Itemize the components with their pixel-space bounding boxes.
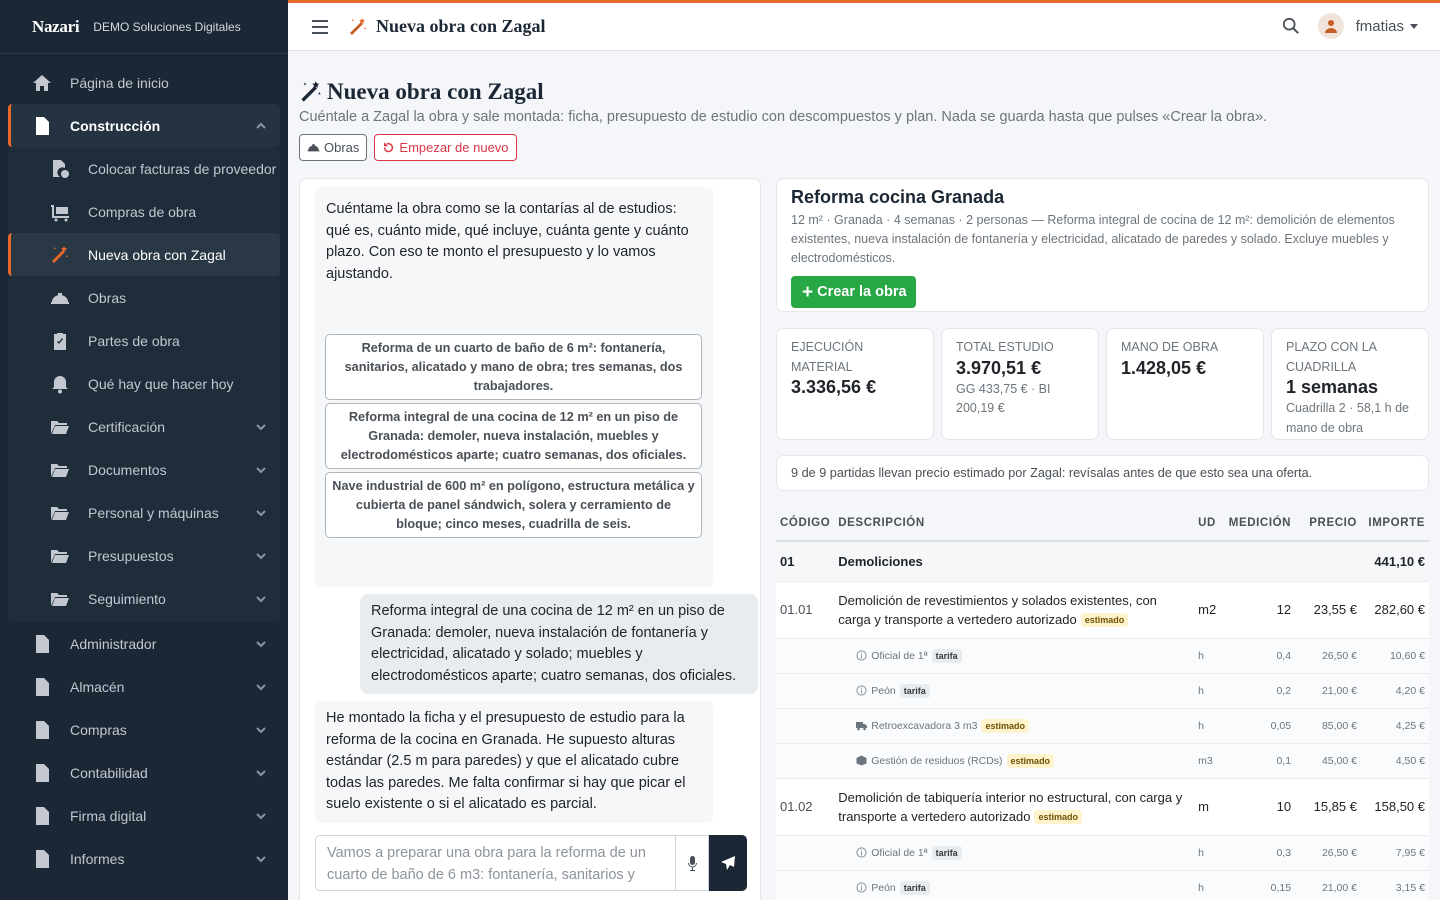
magic-wand-icon (299, 80, 323, 104)
description-text: Demolición de tabiquería interior no estructural, con carga y transporte a vertedero autorizado (838, 789, 1183, 824)
sidebar-item-label: Seguimiento (88, 590, 166, 607)
budget-table (776, 506, 1429, 900)
sidebar (0, 0, 288, 900)
component-row (776, 673, 1429, 708)
cell-code: 01.02 (776, 778, 834, 835)
project-name: Reforma cocina Granada (791, 187, 1005, 207)
component-name: Retroexcavadora 3 m3 (871, 719, 978, 732)
cell-amount: 4,20 € (1361, 673, 1429, 708)
chat-panel (299, 178, 761, 900)
cell-unit: h (1194, 870, 1224, 900)
stat-value: 3.970,51 € (956, 357, 1042, 378)
search-icon[interactable] (1282, 17, 1300, 35)
chevron-down-icon (256, 548, 266, 558)
cell-amount: 158,50 € (1361, 778, 1429, 835)
sidebar-item-label: Almacén (70, 678, 125, 695)
file-icon (32, 677, 52, 697)
stat-value: 1.428,05 € (1121, 357, 1207, 378)
stat-label: EJECUCIÓN MATERIAL (791, 340, 864, 374)
sidebar-item-label: Compras (70, 721, 127, 738)
cell-price: 23,55 € (1295, 581, 1361, 638)
page-header (299, 79, 1267, 161)
sidebar-item-label: Administrador (70, 635, 157, 652)
cell-description (834, 870, 1194, 900)
cell-qty: 0,15 (1224, 870, 1295, 900)
main-content (288, 51, 1440, 900)
cell-price: 21,00 € (1295, 673, 1361, 708)
file-icon (32, 116, 52, 136)
tarifa-badge: tarifa (932, 649, 962, 663)
topbar (288, 0, 1440, 51)
microphone-icon (687, 856, 698, 871)
topbar-title: Nueva obra con Zagal (376, 16, 546, 36)
company-name: DEMO Soluciones Digitales (93, 19, 241, 34)
suggestion-button[interactable]: Reforma integral de una cocina de 12 m² en un piso de Granada: demoler, nueva instalación, muebles y electrodomésticos aparte; cuatro semanas, dos oficiales. (325, 403, 702, 469)
sidebar-nav (0, 54, 288, 880)
chevron-down-icon (256, 722, 266, 732)
cell-description (834, 638, 1194, 673)
component-row (776, 835, 1429, 870)
cell-price: 15,85 € (1295, 778, 1361, 835)
cell-price: 21,00 € (1295, 870, 1361, 900)
helmet-icon (307, 141, 320, 154)
cell-description (834, 778, 1194, 835)
stat-label: TOTAL ESTUDIO (956, 340, 1054, 354)
project-description: 12 m² · Granada · 4 semanas · 2 personas — Reforma integral de cocina de 12 m²: demolición de elementos existentes, nueva instalación de fontanería y electricidad, alicatado de paredes y solado. Excluye muebles y electrodomésticos. (791, 213, 1395, 265)
cell-qty: 0,3 (1224, 835, 1295, 870)
stat-label: MANO DE OBRA (1121, 340, 1219, 354)
cell-qty: 0,2 (1224, 673, 1295, 708)
stat-card-ejecucion (776, 328, 934, 440)
info-icon (856, 847, 867, 858)
component-name: Oficial de 1ª (871, 649, 928, 662)
component-row (776, 638, 1429, 673)
stats-row (776, 328, 1429, 440)
create-project-button[interactable] (791, 276, 916, 308)
box-icon (856, 755, 867, 766)
cell-description (834, 673, 1194, 708)
home-icon (32, 73, 52, 93)
cell-code: 01 (776, 541, 834, 581)
file-icon (32, 806, 52, 826)
sidebar-item-nueva-obra[interactable] (8, 233, 280, 276)
sidebar-item-construccion[interactable] (8, 104, 280, 147)
sidebar-item-compras-obra[interactable] (8, 190, 280, 233)
suggestion-button[interactable]: Reforma de un cuarto de baño de 6 m²: fontanería, sanitarios, alicatado y mano de obra; tres semanas, dos trabajadores. (325, 334, 702, 400)
sidebar-item-label: Informes (70, 850, 125, 867)
caret-down-icon[interactable] (1410, 24, 1418, 29)
chevron-down-icon (256, 505, 266, 515)
component-name: Peón (871, 881, 896, 894)
sidebar-item-label: Firma digital (70, 807, 147, 824)
sidebar-item-seguimiento[interactable] (8, 577, 280, 620)
sidebar-item-personal[interactable] (8, 491, 280, 534)
description-text: Demolición de revestimientos y solados existentes, con carga y transporte a vertedero autorizado (838, 592, 1157, 627)
chevron-down-icon (256, 462, 266, 472)
obras-button[interactable] (299, 134, 367, 161)
chevron-down-icon (256, 636, 266, 646)
component-name: Peón (871, 684, 896, 697)
col-unit: UD (1194, 506, 1224, 541)
table-header-row (776, 506, 1429, 541)
topbar-actions (1282, 13, 1418, 39)
chevron-down-icon (256, 851, 266, 861)
file-icon (32, 849, 52, 869)
stat-value: 1 semanas (1286, 377, 1379, 397)
cell-qty: 0,05 (1224, 708, 1295, 743)
project-card (776, 178, 1429, 312)
tarifa-badge: tarifa (932, 846, 962, 860)
stat-card-total (941, 328, 1099, 440)
page-title (299, 79, 1267, 105)
sidebar-item-obras[interactable] (8, 276, 280, 319)
info-icon (856, 650, 867, 661)
table-row[interactable] (776, 581, 1429, 638)
sidebar-item-label: Nueva obra con Zagal (88, 246, 226, 263)
suggestion-button[interactable]: Nave industrial de 600 m² en polígono, estructura metálica y cubierta de panel sándwich, solera y cerramiento de bloque; cinco meses, cuadrilla de seis. (325, 472, 702, 538)
plus-icon: + (802, 281, 814, 303)
sidebar-item-label: Obras (88, 289, 127, 306)
magic-wand-icon (50, 245, 70, 265)
folder-icon (50, 460, 70, 480)
stat-label: PLAZO CON LA CUADRILLA (1286, 340, 1377, 374)
undo-icon (382, 141, 395, 154)
sidebar-item-home[interactable] (8, 61, 280, 104)
chapter-row[interactable] (776, 541, 1429, 581)
sidebar-item-label: Contabilidad (70, 764, 148, 781)
cell-description (834, 581, 1194, 638)
cell-amount: 4,50 € (1361, 743, 1429, 778)
cell-description (834, 743, 1194, 778)
sidebar-item-hoy[interactable] (8, 362, 280, 405)
cell-price: 26,50 € (1295, 835, 1361, 870)
folder-icon (50, 417, 70, 437)
sidebar-item-label: Personal y máquinas (88, 504, 219, 521)
sidebar-item-almacen[interactable] (8, 665, 280, 708)
table-row[interactable] (776, 778, 1429, 835)
microphone-button[interactable] (676, 835, 709, 891)
col-qty: MEDICIÓN (1224, 506, 1295, 541)
cell-amount: 4,25 € (1361, 708, 1429, 743)
sidebar-item-informes[interactable] (8, 837, 280, 880)
estimated-badge: estimado (981, 719, 1029, 733)
cell-unit: h (1194, 708, 1224, 743)
cell-code: 01.01 (776, 581, 834, 638)
col-code: CÓDIGO (776, 506, 834, 541)
component-row (776, 743, 1429, 778)
create-project-label: Crear la obra (817, 284, 907, 300)
chevron-up-icon (256, 118, 266, 128)
folder-icon (50, 503, 70, 523)
chat-composer (315, 835, 747, 891)
chevron-down-icon (256, 808, 266, 818)
hamburger-menu-icon[interactable] (312, 20, 328, 34)
cell-amount: 3,15 € (1361, 870, 1429, 900)
info-icon (856, 882, 867, 893)
cell-amount: 10,60 € (1361, 638, 1429, 673)
obras-button-label: Obras (324, 140, 360, 155)
sidebar-item-label: Construcción (70, 117, 161, 134)
component-row (776, 708, 1429, 743)
stat-card-plazo (1271, 328, 1429, 440)
cell-unit: h (1194, 673, 1224, 708)
component-name: Gestión de residuos (RCDs) (871, 754, 1003, 767)
chevron-down-icon (256, 679, 266, 689)
sidebar-item-administrador[interactable] (8, 622, 280, 665)
bell-icon (50, 374, 70, 394)
clipboard-icon (50, 331, 70, 351)
sidebar-item-label: Presupuestos (88, 547, 174, 564)
cell-qty: 0,4 (1224, 638, 1295, 673)
cell-price: 85,00 € (1295, 708, 1361, 743)
sidebar-item-presupuestos[interactable] (8, 534, 280, 577)
cart-icon (50, 202, 70, 222)
magic-wand-icon (348, 17, 368, 37)
cell-description (834, 708, 1194, 743)
sidebar-item-label: Colocar facturas de proveedor (88, 160, 277, 177)
cell-qty: 0,1 (1224, 743, 1295, 778)
page-actions (299, 134, 1267, 161)
avatar[interactable] (1318, 13, 1344, 39)
stat-card-mano-obra (1106, 328, 1264, 440)
sidebar-item-firma[interactable] (8, 794, 280, 837)
file-icon (32, 763, 52, 783)
stat-value: 3.336,56 € (791, 377, 877, 397)
col-amount: IMPORTE (1361, 506, 1429, 541)
construccion-submenu (8, 147, 280, 622)
cell-unit: m3 (1194, 743, 1224, 778)
estimated-badge: estimado (1081, 613, 1129, 627)
cell-amount: 441,10 € (1361, 541, 1429, 581)
info-icon (856, 685, 867, 696)
chevron-down-icon (256, 591, 266, 601)
assistant-reply: He montado la ficha y el presupuesto de estudio para la reforma de la cocina en Granada. He supuesto alturas estándar (2.5 m para paredes) y que el alicatado cubre todas las paredes. Me falta confirmar si hay que picar el suelo existente o si el alicatado es parcial. (315, 701, 713, 823)
sidebar-item-label: Qué hay que hacer hoy (88, 375, 234, 392)
cell-qty: 12 (1224, 581, 1295, 638)
cell-price: 26,50 € (1295, 638, 1361, 673)
cell-qty: 10 (1224, 778, 1295, 835)
helmet-icon (50, 288, 70, 308)
paper-plane-icon (720, 855, 736, 871)
sidebar-item-compras[interactable] (8, 708, 280, 751)
assistant-intro-text: Cuéntame la obra como se la contarías al de estudios: qué es, cuánto mide, qué incluye, cuánta gente y cuánto plazo. Con eso te monto el presupuesto y lo vamos ajustando. (326, 201, 689, 282)
tarifa-badge: tarifa (900, 684, 930, 698)
sidebar-item-label: Certificación (88, 418, 166, 435)
sidebar-item-documentos[interactable] (8, 448, 280, 491)
sidebar-item-certificacion[interactable] (8, 405, 280, 448)
col-price: PRECIO (1295, 506, 1361, 541)
file-icon (32, 634, 52, 654)
reset-button-label: Empezar de nuevo (399, 140, 509, 155)
page-heading: Nueva obra con Zagal (327, 79, 544, 104)
stat-subtext: Cuadrilla 2 · 58,1 h de mano de obra (1286, 401, 1409, 435)
cell-price: 45,00 € (1295, 743, 1361, 778)
sidebar-item-partes[interactable] (8, 319, 280, 362)
cell-description (834, 835, 1194, 870)
file-invoice-icon (50, 159, 70, 179)
page-subtitle: Cuéntale a Zagal la obra y sale montada: ficha, presupuesto de estudio con descompuestos y plan. Nada se guarda hasta que pulses «Crear la obra». (299, 109, 1268, 125)
user-message: Reforma integral de una cocina de 12 m² en un piso de Granada: demoler, nueva instalación de fontanería y electricidad, alicatado y solado; muebles y electrodomésticos aparte; cuatro semanas, dos oficiales. (360, 594, 758, 694)
reset-button[interactable] (374, 134, 516, 161)
estimate-notice: 9 de 9 partidas llevan precio estimado por Zagal: revísalas antes de que esto sea una oferta. (776, 455, 1429, 491)
username[interactable]: fmatias (1355, 17, 1404, 35)
folder-icon (50, 546, 70, 566)
component-row (776, 870, 1429, 900)
stat-subtext: GG 433,75 € · BI 200,19 € (956, 381, 1051, 415)
file-icon (32, 720, 52, 740)
logo[interactable]: Nazari (32, 16, 80, 36)
chevron-down-icon (256, 765, 266, 775)
cell-unit: h (1194, 638, 1224, 673)
cell-amount: 7,95 € (1361, 835, 1429, 870)
estimated-badge: estimado (1007, 754, 1055, 768)
sidebar-item-label: Compras de obra (88, 203, 197, 220)
estimated-badge: estimado (1034, 810, 1082, 824)
sidebar-item-facturas[interactable] (8, 147, 280, 190)
sidebar-item-label: Documentos (88, 461, 167, 478)
truck-icon (856, 720, 867, 731)
chevron-down-icon (256, 419, 266, 429)
cell-unit: m (1194, 778, 1224, 835)
brand[interactable] (0, 0, 288, 54)
send-button[interactable] (709, 835, 747, 891)
cell-description: Demoliciones (834, 541, 1194, 581)
sidebar-item-contabilidad[interactable] (8, 751, 280, 794)
folder-icon (50, 589, 70, 609)
component-name: Oficial de 1ª (871, 846, 928, 859)
sidebar-item-label: Partes de obra (88, 332, 180, 349)
tarifa-badge: tarifa (900, 881, 930, 895)
cell-amount: 282,60 € (1361, 581, 1429, 638)
cell-unit: m2 (1194, 581, 1224, 638)
chat-input[interactable] (315, 835, 676, 891)
cell-unit: h (1194, 835, 1224, 870)
col-description: DESCRIPCIÓN (834, 506, 1194, 541)
sidebar-item-label: Página de inicio (70, 74, 169, 91)
